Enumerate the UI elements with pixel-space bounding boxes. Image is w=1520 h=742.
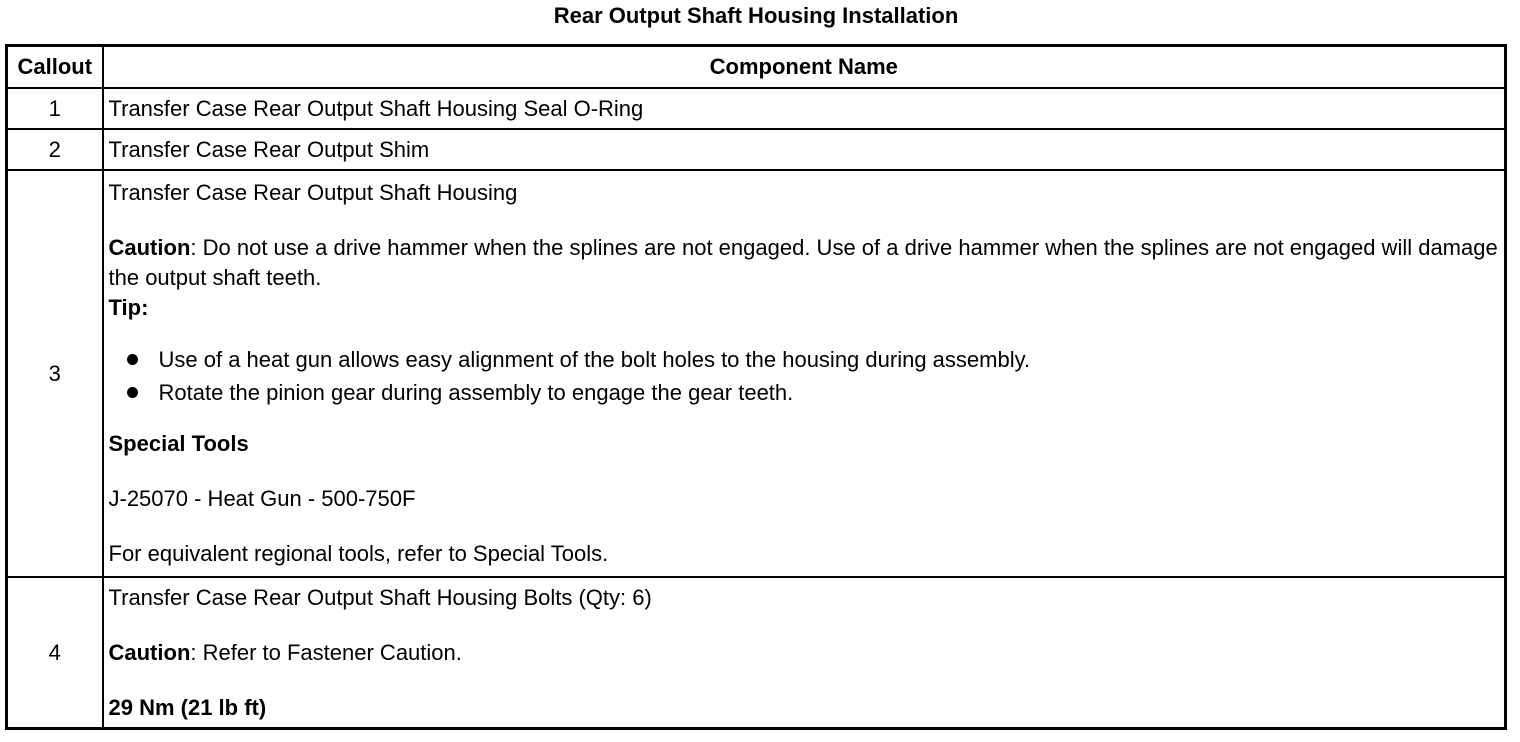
caution-separator: : xyxy=(190,639,197,665)
list-item xyxy=(109,343,1500,376)
special-tools-heading: Special Tools xyxy=(108,431,249,456)
torque-spec: 29 Nm (21 lb ft) xyxy=(108,694,267,720)
caution-text: Refer to Fastener Caution. xyxy=(196,639,462,665)
component-details xyxy=(103,577,1506,729)
list-item xyxy=(109,376,1500,409)
bullet-icon xyxy=(127,387,138,398)
component-name: Transfer Case Rear Output Shim xyxy=(103,129,1506,170)
callout-number: 3 xyxy=(7,170,103,577)
equivalent-tools-note: For equivalent regional tools, refer to Special Tools. xyxy=(108,541,609,566)
component-name: Transfer Case Rear Output Shaft Housing xyxy=(108,180,518,205)
tip-list xyxy=(109,343,1500,409)
component-name-column-header: Component Name xyxy=(103,46,1506,89)
caution-label: Caution xyxy=(108,639,191,665)
caution-note xyxy=(109,233,1500,293)
document-title: Rear Output Shaft Housing Installation xyxy=(553,3,959,28)
table-header-row xyxy=(7,46,1506,89)
caution-text: Do not use a drive hammer when the splines are not engaged. Use of a drive hammer when the splines are not engaged will damage the output shaft teeth. xyxy=(108,235,1498,290)
bullet-icon xyxy=(127,354,138,365)
caution-separator: : xyxy=(190,235,197,260)
caution-note xyxy=(109,638,1500,668)
tip-text: Use of a heat gun allows easy alignment of the bolt holes to the housing during assembly. xyxy=(158,347,1031,372)
callout-column-header: Callout xyxy=(7,46,103,89)
callout-number: 2 xyxy=(7,129,103,170)
component-name: Transfer Case Rear Output Shaft Housing Bolts (Qty: 6) xyxy=(108,584,652,610)
table-row xyxy=(7,88,1506,129)
components-table xyxy=(5,44,1507,730)
tip-label: Tip: xyxy=(108,295,149,320)
component-details xyxy=(103,170,1506,577)
table-row xyxy=(7,129,1506,170)
table-row xyxy=(7,170,1506,577)
callout-number: 4 xyxy=(7,577,103,729)
callout-number: 1 xyxy=(7,88,103,129)
tool-reference: J-25070 - Heat Gun - 500-750F xyxy=(108,486,416,511)
tip-text: Rotate the pinion gear during assembly to engage the gear teeth. xyxy=(158,380,794,405)
table-row xyxy=(7,577,1506,729)
caution-label: Caution xyxy=(108,235,191,260)
component-name: Transfer Case Rear Output Shaft Housing Seal O-Ring xyxy=(103,88,1506,129)
